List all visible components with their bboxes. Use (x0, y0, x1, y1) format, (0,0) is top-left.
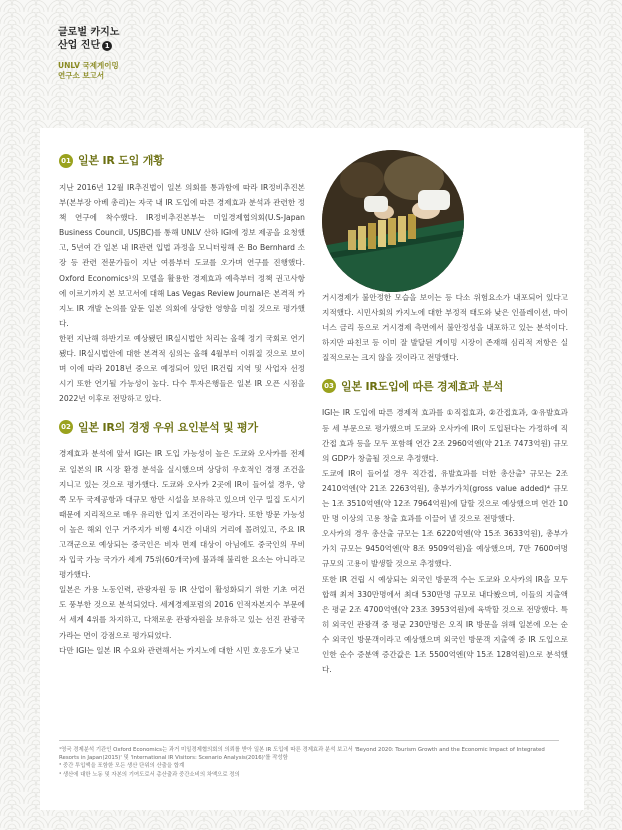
footnote-4: ⁴ 생산에 대한 노동 및 자본의 기여도로서 총산출과 중간소비의 차액으로 정의 (59, 771, 240, 778)
section-01-paragraph-1: 지난 2016년 12월 IR추진법이 일본 의회를 통과함에 따라 IR정비추진본부(본부장 아베 총리)는 자국 내 IR 도입에 따른 경제효과 분석과 관련한 정책 연구에 착수했다. IR정비추진본부는 미일경제협의회(U.S-Japan Business Council, USJBC)를 통해 UNLV 산하 IGI에 정보 제공을 요청했고, 5년여 간 일본 내 IR관련 입법 과정을 모니터링해 온 Bo Bernhard 소장 등 관련 전문가들이 지난 여름부터 도쿄를 오가며 연구를 진행했다. Oxford Economics¹의 모델을 활용한 경제효과 예측부터 정책 권고사항에 이르기까지 본 보고서에 대해 Las Vegas Review Journal은 본격적 카지노 IR 개발 논의를 앞둔 일본 의회에 상당한 영향을 미칠 것으로 평가했다. (59, 183, 305, 328)
section-01-heading (59, 152, 305, 170)
section-01-number: 01 (59, 154, 73, 168)
series-title-text: 산업 진단 (58, 40, 101, 51)
series-title-line1: 글로벌 카지노 (58, 27, 120, 38)
section-02-paragraph-2: 일본은 가용 노동인력, 관광자원 등 IR 산업이 활성화되기 위한 기초 여건도 풍부한 것으로 분석되었다. 세계경제포럼의 2016 인적자본지수 부문에서 세계 4위를 차지하고, 다채로운 관광자원을 보유하고 있는 선진 관광국가라는 면이 강점으로 평가되었다. (59, 585, 305, 640)
section-03-number: 03 (322, 379, 336, 393)
series-title-line2 (58, 39, 119, 52)
section-02-continuation: 거시경제가 불안정한 모습을 보이는 등 다소 위험요소가 내포되어 있다고 지적했다. 시민사회의 카지노에 대한 부정적 태도와 낮은 인플레이션, 마이너스 금리 등으로 거시경제 측면에서 불안정성을 내포하고 있는 분석이다. 하지만 파친코 등 이미 잘 발달된 게이밍 시장이 존재해 심리적 저항은 실질적으로는 크지 않을 것이라고 전망했다. (322, 293, 568, 363)
right-column (322, 290, 568, 677)
section-03-heading (322, 377, 568, 395)
section-03-title: 일본 IR도입에 따른 경제효과 분석 (341, 379, 504, 393)
page-header (58, 26, 119, 81)
footnote-1: ¹영국 경제분석 기관인 Oxford Economics는 과거 미일경제협의회의 의뢰를 받아 일본 IR 도입에 따른 경제효과 분석 보고서 'Beyond 2020: Tourism Growth and the Economic Impact of Integrated Resorts in Japan(2015)' 및 'International IR Visitors: Scenario Analysis(2016)'를 작성함 (59, 747, 545, 762)
source-label (58, 61, 119, 81)
left-column (59, 152, 305, 658)
source-line2: 연구소 보고서 (58, 71, 105, 80)
section-02-paragraph-3: 다만 IGI는 일본 IR 수요와 관련해서는 카지노에 대한 시민 호응도가 낮고 (59, 645, 300, 655)
section-03-paragraph-4: 또한 IR 건립 시 예상되는 외국인 방문객 수는 도쿄와 오사카의 IR을 모두 합해 최저 330만명에서 최대 530만명 규모로 내다봤으며, 이들의 지출액은 평균 2조 4700억엔(약 23조 3953억원)에 육박할 것으로 전망했다. 특히 외국인 관광객 중 평균 230만명은 오직 IR 방문을 위해 일본에 오는 순수 외국인 방문객이라고 예상했으며 외국인 방문객 지출액 중 IR 도입으로 인한 순수 증분액 증간값은 1조 5500억엔(약 15조 128억원)으로 분석했다. (322, 574, 568, 675)
section-02-number: 02 (59, 420, 73, 434)
section-02-paragraph-1: 경제효과 분석에 앞서 IGI는 IR 도입 가능성이 높은 도쿄와 오사카를 전제로 일본의 IR 시장 환경 분석을 실시했으며 상당히 우호적인 경쟁 조건을 지니고 있는 것으로 평가했다. 도쿄와 오사카 2곳에 IR이 들어설 경우, 양쪽 모두 국제공항과 대규모 항만 시설을 보유하고 있으며 인구 밀집 도시기 때문에 지리적으로 매우 유리한 입지 조건이라는 평가다. 또한 방문 가능성이 높은 해외 인구 거주지가 비행 4시간 이내의 거리에 몰려있고, 주요 IR 고객군으로 예상되는 중국인은 비자 면제 대상이 아님에도 중국인의 무비자 입국 가능 국가가 세계 75위(60개국)에 불과해 불리한 요소는 아니라고 평가했다. (59, 449, 305, 580)
casino-dealer-photo (322, 150, 464, 292)
footnote-3: ³ 중간 투입액을 포함한 모든 생산 단위의 산출을 합계 (59, 763, 185, 770)
section-01-title: 일본 IR 도입 개황 (78, 154, 164, 168)
section-02-title: 일본 IR의 경쟁 우위 요인분석 및 평가 (78, 420, 258, 434)
series-number-badge: 1 (102, 41, 112, 51)
source-line1: UNLV 국제게이밍 (58, 61, 119, 70)
section-03-paragraph-1: IGI는 IR 도입에 따른 경제적 효과를 ①직접효과, ②간접효과, ③유발효과 등 세 부문으로 평가했으며 도쿄와 오사카에 IR이 도입된다는 가정하에 직간접 효과 등을 모두 포함해 연간 2조 2960억엔(약 21조 7473억원) 규모의 GDP가 창출될 것으로 추정했다. (322, 408, 568, 463)
casino-photo-illustration (322, 150, 464, 292)
section-02-heading (59, 418, 305, 436)
section-01-paragraph-2: 한편 지난해 하반기로 예상됐던 IR실시법안 처리는 올해 정기 국회로 연기됐다. IR실시법안에 대한 본격적 심의는 올해 4월부터 이뤄질 것으로 보이며 이에 따라 2018년 중으로 예정되어 있던 IR건립 지역 및 사업자 선정 시기 또한 연기될 가능성이 높다. 다수 투자은행들은 일본 IR 오픈 시점을 2022년 이후로 전망하고 있다. (59, 333, 305, 404)
footnotes (59, 740, 559, 779)
section-03-paragraph-3: 오사카의 경우 총산출 규모는 1조 6220억엔(약 15조 3633억원), 총부가가치 규모는 9450억엔(약 8조 9509억원)을 예상했으며, 7만 7600여명 규모의 고용이 발생할 것으로 추정했다. (322, 529, 568, 569)
section-03-paragraph-2: 도쿄에 IR이 들어설 경우 직간접, 유발효과를 더한 총산출³ 규모는 2조 2410억엔(약 21조 2263억원), 총부가가치(gross value added)⁴ 규모는 1조 3510억엔(약 12조 7964억원)에 달할 것으로 예상했으며 연간 10만 명 이상의 고용 창출 효과를 이끌어 낼 것으로 전망했다. (322, 468, 568, 524)
